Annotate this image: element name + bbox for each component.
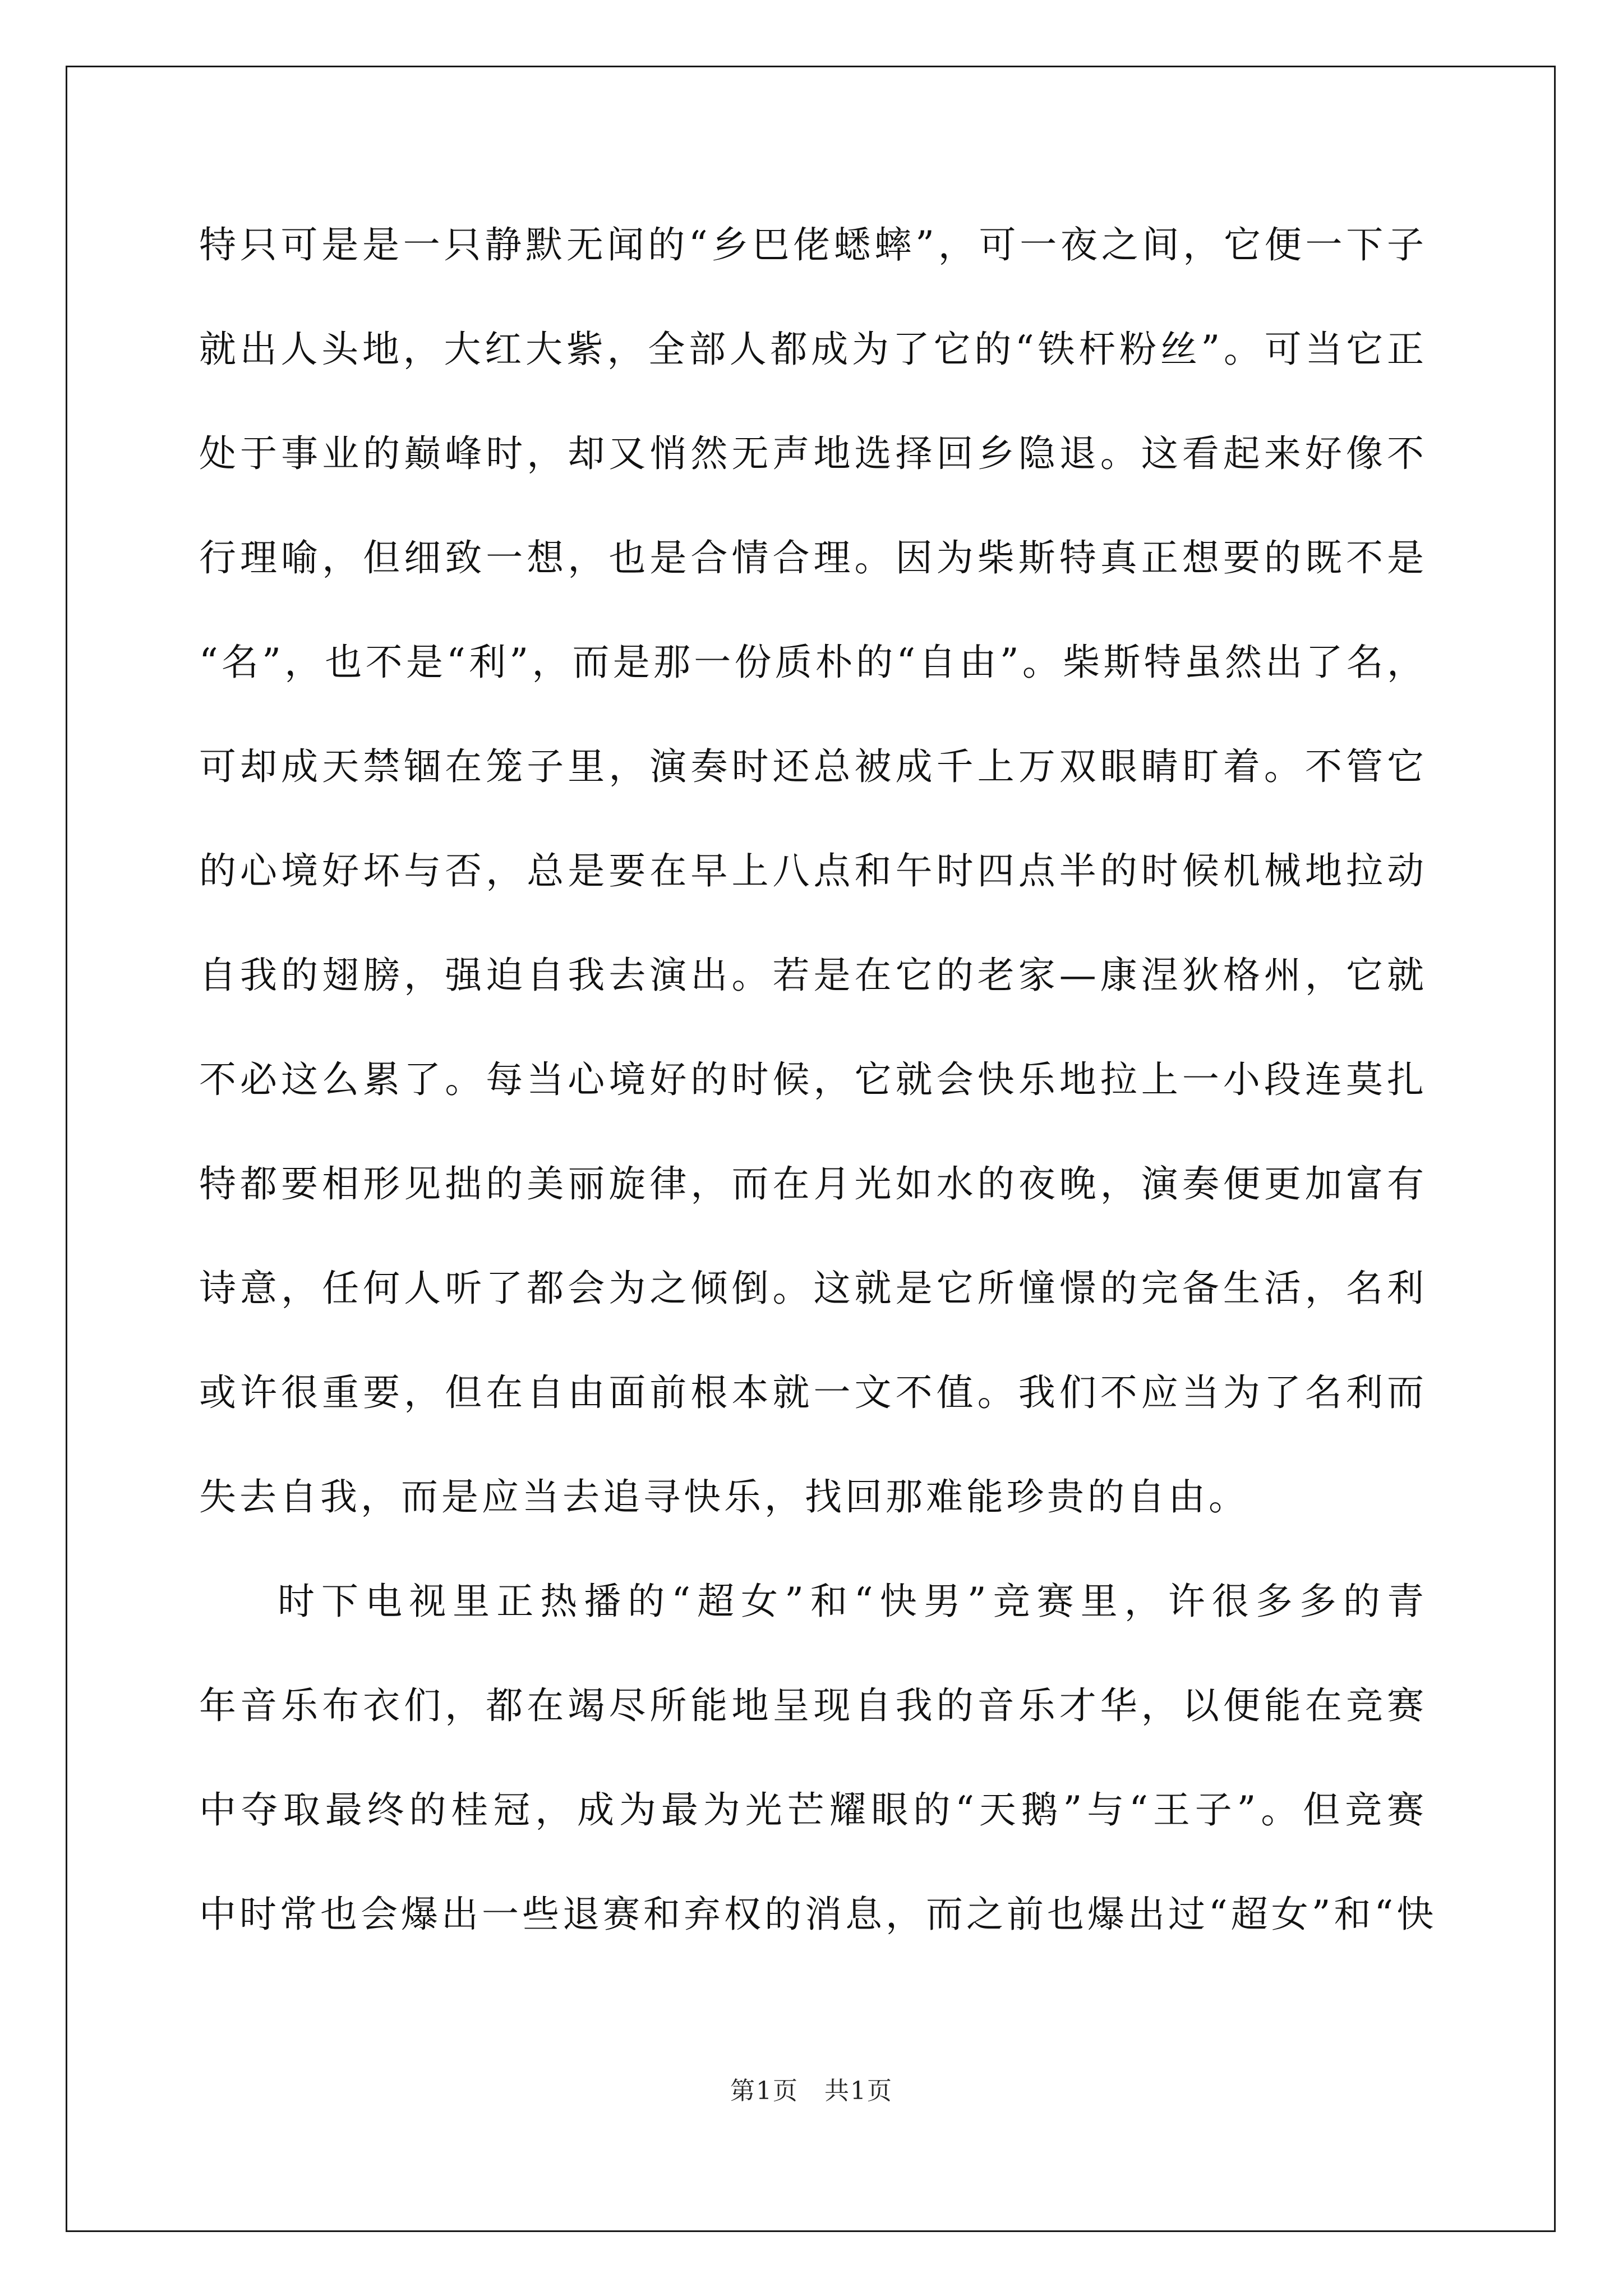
text-line: 就出人头地，大红大紫，全部人都成为了它的“铁杆粉丝”。可当它正 <box>199 328 1427 371</box>
document-body <box>199 217 1437 1991</box>
text-line: “名”，也不是“利”，而是那一份质朴的“自由”。柴斯特虽然出了名， <box>199 641 1427 684</box>
text-line: 时下电视里正热播的“超女”和“快男”竞赛里，许很多多的青 <box>278 1580 1427 1623</box>
text-line: 行理喻，但细致一想，也是合情合理。因为柴斯特真正想要的既不是 <box>199 536 1427 579</box>
text-line: 自我的翅膀，强迫自我去演出。若是在它的老家—康涅狄格州，它就 <box>199 954 1427 997</box>
text-line: 中夺取最终的桂冠，成为最为光芒耀眼的“天鹅”与“王子”。但竞赛 <box>199 1788 1427 1832</box>
text-line: 特只可是是一只静默无闻的“乡巴佬蟋蟀”，可一夜之间，它便一下子 <box>199 223 1427 266</box>
page-number: 第1页 共1页 <box>730 2077 893 2105</box>
text-line: 失去自我，而是应当去追寻快乐，找回那难能珍贵的自由。 <box>199 1475 1249 1519</box>
text-line: 年音乐布衣们，都在竭尽所能地呈现自我的音乐才华，以便能在竞赛 <box>199 1684 1427 1727</box>
text-line: 特都要相形见拙的美丽旋律，而在月光如水的夜晚，演奏便更加富有 <box>199 1162 1427 1205</box>
text-line: 诗意，任何人听了都会为之倾倒。这就是它所憧憬的完备生活，名利 <box>199 1267 1427 1310</box>
text-line: 中时常也会爆出一些退赛和弃权的消息，而之前也爆出过“超女”和“快 <box>199 1893 1437 1936</box>
text-line: 的心境好坏与否，总是要在早上八点和午时四点半的时候机械地拉动 <box>199 849 1427 892</box>
text-line: 不必这么累了。每当心境好的时候，它就会快乐地拉上一小段连莫扎 <box>199 1058 1427 1101</box>
text-line: 处于事业的巅峰时，却又悄然无声地选择回乡隐退。这看起来好像不 <box>199 432 1427 475</box>
text-line: 或许很重要，但在自由面前根本就一文不值。我们不应当为了名利而 <box>199 1371 1427 1414</box>
text-line: 可却成天禁锢在笼子里，演奏时还总被成千上万双眼睛盯着。不管它 <box>199 745 1427 788</box>
